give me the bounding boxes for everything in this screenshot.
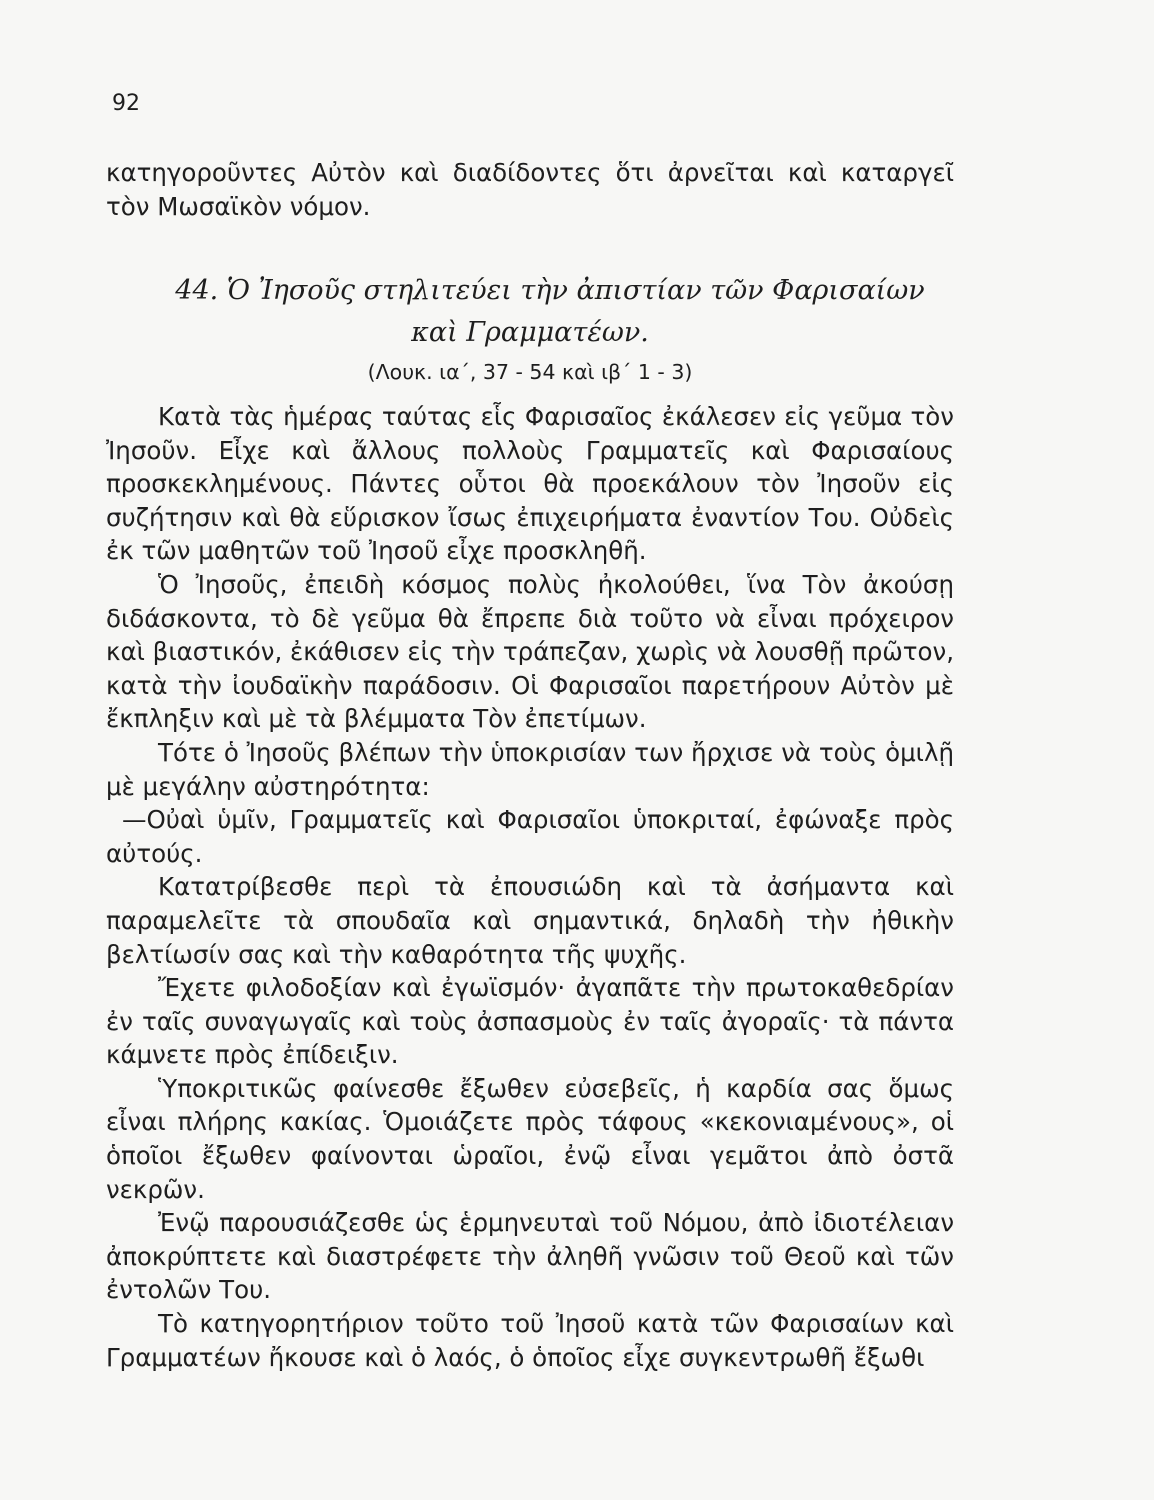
paragraph: —Οὐαὶ ὑμῖν, Γραμματεῖς καὶ Φαρισαῖοι ὑποκριταί, ἐφώναξε πρὸς αὐτούς. [106, 805, 954, 868]
scripture-reference: (Λουκ. ια΄, 37 - 54 καὶ ιβ΄ 1 - 3) [367, 360, 693, 384]
section-heading-line-1: 44. Ὁ Ἰησοῦς στηλιτεύει τὴν ἀπιστίαν τῶν Φαρισαίων [175, 275, 925, 306]
section-heading-line-2: καὶ Γραμματέων. [411, 317, 649, 348]
section-heading [106, 270, 954, 354]
intro-paragraph: κατηγοροῦντες Αὐτὸν καὶ διαδίδοντες ὅτι ἀρνεῖται καὶ καταργεῖ τὸν Μωσαϊκὸν νόμον. [106, 158, 954, 221]
paragraph: Ἐνῷ παρουσιάζεσθε ὡς ἑρμηνευταὶ τοῦ Νόμου, ἀπὸ ἰδιοτέλειαν ἀποκρύπτετε καὶ διαστρέφετε τὴν ἀληθῆ γνῶσιν τοῦ Θεοῦ καὶ τῶν ἐντολῶν Του. [106, 1208, 954, 1305]
paragraph: Κατὰ τὰς ἡμέρας ταύτας εἷς Φαρισαῖος ἐκάλεσεν εἰς γεῦμα τὸν Ἰησοῦν. Εἶχε καὶ ἄλλους πολλοὺς Γραμματεῖς καὶ Φαρισαίους προσκεκλημένους. Πάντες οὗτοι θὰ προεκάλουν τὸν Ἰησοῦν εἰς συζήτησιν καὶ θὰ εὕρισκον ἴσως ἐπιχειρήματα ἐναντίον Του. Οὐδεὶς ἐκ τῶν μαθητῶν τοῦ Ἰησοῦ εἶχε προσκληθῆ. [106, 402, 954, 566]
page-number: 92 [112, 91, 140, 116]
paragraph: Ὑποκριτικῶς φαίνεσθε ἔξωθεν εὐσεβεῖς, ἡ καρδία σας ὅμως εἶναι πλήρης κακίας. Ὁμοιάζετε πρὸς τάφους «κεκονιαμένους», οἱ ὁποῖοι ἔξωθεν φαίνονται ὡραῖοι, ἐνῷ εἶναι γεμᾶτοι ἀπὸ ὀστᾶ νεκρῶν. [106, 1073, 954, 1204]
paragraph: Τὸ κατηγορητήριον τοῦτο τοῦ Ἰησοῦ κατὰ τῶν Φαρισαίων καὶ Γραμματέων ἤκουσε καὶ ὁ λαός, ὁ ὁποῖος εἶχε συγκεντρωθῆ ἔξωθι [106, 1309, 954, 1372]
paragraph: Κατατρίβεσθε περὶ τὰ ἐπουσιώδη καὶ τὰ ἀσήμαντα καὶ παραμελεῖτε τὰ σπουδαῖα καὶ σημαντικά, δηλαδὴ τὴν ἠθικὴν βελτίωσίν σας καὶ τὴν καθαρότητα τῆς ψυχῆς. [106, 872, 954, 969]
body-text [106, 400, 954, 1374]
paragraph: Ἔχετε φιλοδοξίαν καὶ ἐγωϊσμόν· ἀγαπᾶτε τὴν πρωτοκαθεδρίαν ἐν ταῖς συναγωγαῖς καὶ τοὺς ἀσπασμοὺς ἐν ταῖς ἀγοραῖς· τὰ πάντα κάμνετε πρὸς ἐπίδειξιν. [106, 973, 954, 1070]
paragraph: Τότε ὁ Ἰησοῦς βλέπων τὴν ὑποκρισίαν των ἤρχισε νὰ τοὺς ὁμιλῇ μὲ μεγάλην αὐστηρότητα: [106, 737, 954, 801]
paragraph: Ὁ Ἰησοῦς, ἐπειδὴ κόσμος πολὺς ἠκολούθει, ἵνα Τὸν ἀκούσῃ διδάσκοντα, τὸ δὲ γεῦμα θὰ ἔπρεπε διὰ τοῦτο νὰ εἶναι πρόχειρον καὶ βιαστικόν, ἐκάθισεν εἰς τὴν τράπεζαν, χωρὶς νὰ λουσθῇ πρῶτον, κατὰ τὴν ἰουδαϊκὴν παράδοσιν. Οἱ Φαρισαῖοι παρετήρουν Αὐτὸν μὲ ἔκπληξιν καὶ μὲ τὰ βλέμματα Τὸν ἐπετίμων. [106, 569, 954, 734]
